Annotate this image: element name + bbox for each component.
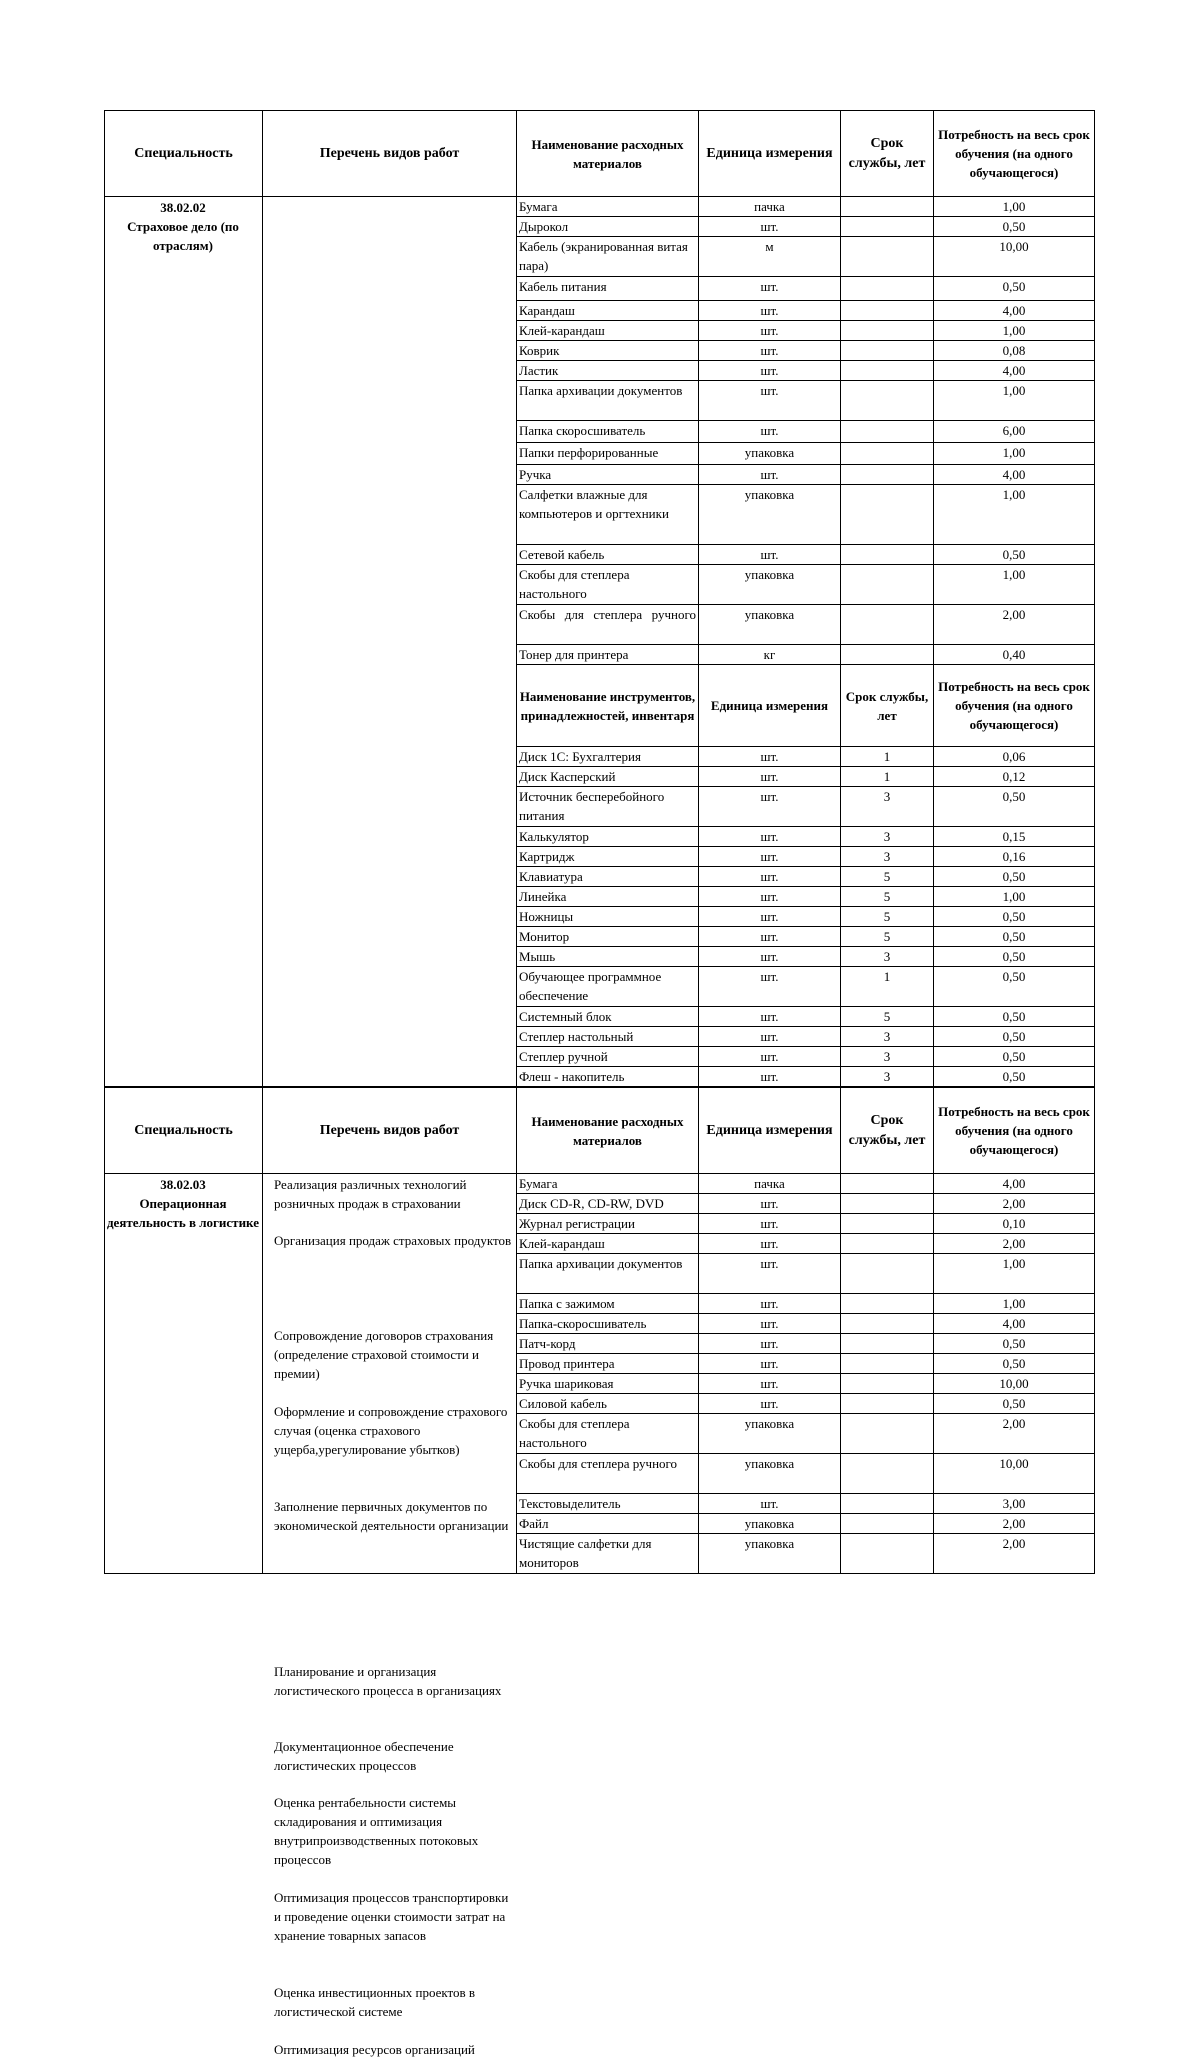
material-name: Скобы для степлера настольного bbox=[517, 1414, 699, 1454]
header-works: Перечень видов работ bbox=[263, 111, 517, 197]
material-name: Чистящие салфетки для мониторов bbox=[517, 1534, 699, 1574]
tool-life: 5 bbox=[841, 867, 934, 887]
material-life bbox=[841, 1234, 934, 1254]
material-name: Бумага bbox=[517, 1174, 699, 1194]
tool-need: 0,50 bbox=[934, 947, 1095, 967]
material-unit: шт. bbox=[699, 1254, 841, 1294]
tool-name: Мышь bbox=[517, 947, 699, 967]
material-name: Папка скоросшиватель bbox=[517, 421, 699, 443]
tools-header-need: Потребность на весь срок обучения (на одного обучающегося) bbox=[934, 665, 1095, 747]
material-name: Салфетки влажные для компьютеров и оргтехники bbox=[517, 485, 699, 545]
material-need: 2,00 bbox=[934, 1514, 1095, 1534]
tool-life: 3 bbox=[841, 787, 934, 827]
tool-need: 0,50 bbox=[934, 927, 1095, 947]
material-life bbox=[841, 1414, 934, 1454]
tools-header-life: Срок службы, лет bbox=[841, 665, 934, 747]
tool-life: 3 bbox=[841, 1067, 934, 1087]
tool-unit: шт. bbox=[699, 867, 841, 887]
material-need: 2,00 bbox=[934, 1194, 1095, 1214]
material-life bbox=[841, 1534, 934, 1574]
material-life bbox=[841, 1194, 934, 1214]
material-need: 10,00 bbox=[934, 1374, 1095, 1394]
specialty-column bbox=[105, 1174, 263, 1574]
tool-unit: шт. bbox=[699, 1067, 841, 1087]
material-life bbox=[841, 1214, 934, 1234]
material-life bbox=[841, 1314, 934, 1334]
tool-name: Диск 1С: Бухгалтерия bbox=[517, 747, 699, 767]
material-need: 2,00 bbox=[934, 1414, 1095, 1454]
material-unit: шт. bbox=[699, 361, 841, 381]
material-life bbox=[841, 1294, 934, 1314]
material-unit: шт. bbox=[699, 545, 841, 565]
material-name: Ластик bbox=[517, 361, 699, 381]
tool-unit: шт. bbox=[699, 947, 841, 967]
specialty-code: 38.02.02 bbox=[160, 200, 206, 215]
material-unit: упаковка bbox=[699, 565, 841, 605]
tool-name: Диск Касперский bbox=[517, 767, 699, 787]
material-need: 4,00 bbox=[934, 361, 1095, 381]
material-life bbox=[841, 545, 934, 565]
material-unit: упаковка bbox=[699, 605, 841, 645]
header-need: Потребность на весь срок обучения (на одного обучающегося) bbox=[934, 1088, 1095, 1174]
material-unit: шт. bbox=[699, 1214, 841, 1234]
material-life bbox=[841, 321, 934, 341]
tool-life: 5 bbox=[841, 907, 934, 927]
material-unit: шт. bbox=[699, 1234, 841, 1254]
material-name: Журнал регистрации bbox=[517, 1214, 699, 1234]
material-need: 1,00 bbox=[934, 197, 1095, 217]
tool-name: Клавиатура bbox=[517, 867, 699, 887]
header-life: Срок службы, лет bbox=[841, 1088, 934, 1174]
material-unit: шт. bbox=[699, 1314, 841, 1334]
material-need: 1,00 bbox=[934, 1294, 1095, 1314]
material-unit: шт. bbox=[699, 341, 841, 361]
material-need: 0,50 bbox=[934, 1394, 1095, 1414]
material-need: 4,00 bbox=[934, 1174, 1095, 1194]
material-name: Текстовыделитель bbox=[517, 1494, 699, 1514]
tool-name: Обучающее программное обеспечение bbox=[517, 967, 699, 1007]
material-life bbox=[841, 277, 934, 301]
material-life bbox=[841, 1454, 934, 1494]
material-unit: упаковка bbox=[699, 1514, 841, 1534]
work-item: Организация продаж страховых продуктов bbox=[274, 1233, 512, 1248]
tools-header-unit: Единица измерения bbox=[699, 665, 841, 747]
tool-need: 0,50 bbox=[934, 1007, 1095, 1027]
material-unit: шт. bbox=[699, 1354, 841, 1374]
section-38-02-03 bbox=[104, 1087, 1094, 2057]
tool-need: 0,16 bbox=[934, 847, 1095, 867]
tool-unit: шт. bbox=[699, 847, 841, 867]
material-name: Дырокол bbox=[517, 217, 699, 237]
material-unit: шт. bbox=[699, 277, 841, 301]
material-life bbox=[841, 361, 934, 381]
material-name: Кабель (экранированная витая пара) bbox=[517, 237, 699, 277]
material-name: Сетевой кабель bbox=[517, 545, 699, 565]
material-life bbox=[841, 485, 934, 545]
materials-table-2 bbox=[104, 1087, 1095, 1574]
material-name: Карандаш bbox=[517, 301, 699, 321]
tool-need: 0,15 bbox=[934, 827, 1095, 847]
tool-unit: шт. bbox=[699, 907, 841, 927]
work-item: Оформление и сопровождение страхового случая (оценка страхового ущерба,урегулирование убытков) bbox=[274, 1404, 508, 1457]
material-name: Коврик bbox=[517, 341, 699, 361]
tool-need: 0,50 bbox=[934, 967, 1095, 1007]
specialty-cell-1 bbox=[104, 198, 262, 255]
material-name: Провод принтера bbox=[517, 1354, 699, 1374]
document-page bbox=[104, 110, 1094, 2057]
material-life bbox=[841, 421, 934, 443]
material-name: Файл bbox=[517, 1514, 699, 1534]
material-unit: шт. bbox=[699, 1294, 841, 1314]
tool-name: Калькулятор bbox=[517, 827, 699, 847]
material-life bbox=[841, 605, 934, 645]
material-unit: упаковка bbox=[699, 1534, 841, 1574]
material-need: 1,00 bbox=[934, 1254, 1095, 1294]
material-need: 0,08 bbox=[934, 341, 1095, 361]
material-unit: шт. bbox=[699, 1334, 841, 1354]
material-need: 4,00 bbox=[934, 465, 1095, 485]
material-name: Скобы для степлера ручного bbox=[517, 605, 699, 645]
specialty-title: Страховое дело (по отраслям) bbox=[127, 219, 239, 253]
works-column bbox=[263, 197, 517, 1087]
material-need: 1,00 bbox=[934, 443, 1095, 465]
material-life bbox=[841, 237, 934, 277]
tool-life: 1 bbox=[841, 747, 934, 767]
material-unit: шт. bbox=[699, 1394, 841, 1414]
tool-life: 3 bbox=[841, 827, 934, 847]
tool-name: Флеш - накопитель bbox=[517, 1067, 699, 1087]
materials-table-1 bbox=[104, 110, 1095, 1087]
material-need: 1,00 bbox=[934, 565, 1095, 605]
material-need: 0,50 bbox=[934, 277, 1095, 301]
tool-name: Ножницы bbox=[517, 907, 699, 927]
tool-name: Степлер настольный bbox=[517, 1027, 699, 1047]
tool-life: 5 bbox=[841, 1007, 934, 1027]
specialty-cell-2 bbox=[104, 1175, 262, 1232]
material-unit: кг bbox=[699, 645, 841, 665]
material-need: 10,00 bbox=[934, 237, 1095, 277]
tool-name: Монитор bbox=[517, 927, 699, 947]
material-need: 2,00 bbox=[934, 1234, 1095, 1254]
tool-life: 1 bbox=[841, 967, 934, 1007]
material-need: 1,00 bbox=[934, 485, 1095, 545]
work-item: Оптимизация ресурсов организаций bbox=[274, 2042, 475, 2057]
header-works: Перечень видов работ bbox=[263, 1088, 517, 1174]
material-need: 6,00 bbox=[934, 421, 1095, 443]
tool-need: 0,50 bbox=[934, 1027, 1095, 1047]
material-life bbox=[841, 1254, 934, 1294]
material-life bbox=[841, 381, 934, 421]
tool-life: 1 bbox=[841, 767, 934, 787]
material-name: Папка архивации документов bbox=[517, 1254, 699, 1294]
material-name: Папка-скоросшиватель bbox=[517, 1314, 699, 1334]
header-specialty: Специальность bbox=[105, 1088, 263, 1174]
tool-unit: шт. bbox=[699, 767, 841, 787]
tool-need: 1,00 bbox=[934, 887, 1095, 907]
tool-life: 5 bbox=[841, 927, 934, 947]
specialty-column bbox=[105, 197, 263, 1087]
material-life bbox=[841, 1174, 934, 1194]
material-unit: шт. bbox=[699, 465, 841, 485]
tool-name: Системный блок bbox=[517, 1007, 699, 1027]
header-unit: Единица измерения bbox=[699, 111, 841, 197]
tool-unit: шт. bbox=[699, 927, 841, 947]
tool-need: 0,50 bbox=[934, 867, 1095, 887]
material-need: 0,10 bbox=[934, 1214, 1095, 1234]
material-name: Ручка шариковая bbox=[517, 1374, 699, 1394]
tool-life: 3 bbox=[841, 1027, 934, 1047]
material-need: 1,00 bbox=[934, 321, 1095, 341]
tool-life: 3 bbox=[841, 1047, 934, 1067]
tool-name: Степлер ручной bbox=[517, 1047, 699, 1067]
material-unit: упаковка bbox=[699, 1414, 841, 1454]
material-name: Скобы для степлера настольного bbox=[517, 565, 699, 605]
tool-unit: шт. bbox=[699, 967, 841, 1007]
tool-unit: шт. bbox=[699, 1047, 841, 1067]
material-life bbox=[841, 217, 934, 237]
material-unit: шт. bbox=[699, 321, 841, 341]
work-item: Планирование и организация логистического процесса в организациях bbox=[274, 1664, 502, 1698]
material-name: Диск CD-R, CD-RW, DVD bbox=[517, 1194, 699, 1214]
header-consumables: Наименование расходных материалов bbox=[517, 1088, 699, 1174]
specialty-title: Операционная деятельность в логистике bbox=[106, 1196, 259, 1230]
material-name: Скобы для степлера ручного bbox=[517, 1454, 699, 1494]
material-name: Папка с зажимом bbox=[517, 1294, 699, 1314]
tool-unit: шт. bbox=[699, 747, 841, 767]
works-column bbox=[263, 1174, 517, 1574]
tool-name: Источник бесперебойного питания bbox=[517, 787, 699, 827]
tool-life: 5 bbox=[841, 887, 934, 907]
tool-unit: шт. bbox=[699, 787, 841, 827]
tool-need: 0,06 bbox=[934, 747, 1095, 767]
header-life: Срок службы, лет bbox=[841, 111, 934, 197]
material-life bbox=[841, 1394, 934, 1414]
tool-need: 0,12 bbox=[934, 767, 1095, 787]
work-item: Заполнение первичных документов по экономической деятельности организации bbox=[274, 1499, 509, 1533]
specialty-code: 38.02.03 bbox=[160, 1177, 206, 1192]
work-item: Оценка инвестиционных проектов в логистической системе bbox=[274, 1985, 476, 2019]
material-unit: шт. bbox=[699, 1194, 841, 1214]
material-name: Клей-карандаш bbox=[517, 321, 699, 341]
tool-need: 0,50 bbox=[934, 907, 1095, 927]
material-unit: шт. bbox=[699, 217, 841, 237]
material-life bbox=[841, 1514, 934, 1534]
material-life bbox=[841, 443, 934, 465]
material-need: 4,00 bbox=[934, 1314, 1095, 1334]
material-name: Ручка bbox=[517, 465, 699, 485]
material-life bbox=[841, 1354, 934, 1374]
material-life bbox=[841, 1374, 934, 1394]
material-name: Силовой кабель bbox=[517, 1394, 699, 1414]
header-row bbox=[105, 111, 1095, 197]
material-unit: шт. bbox=[699, 1494, 841, 1514]
material-life bbox=[841, 197, 934, 217]
material-name: Бумага bbox=[517, 197, 699, 217]
material-need: 0,50 bbox=[934, 217, 1095, 237]
material-life bbox=[841, 1334, 934, 1354]
material-life bbox=[841, 465, 934, 485]
material-unit: упаковка bbox=[699, 485, 841, 545]
material-need: 1,00 bbox=[934, 381, 1095, 421]
material-name: Папки перфорированные bbox=[517, 443, 699, 465]
material-unit: пачка bbox=[699, 197, 841, 217]
material-need: 0,50 bbox=[934, 1334, 1095, 1354]
material-name: Кабель питания bbox=[517, 277, 699, 301]
tool-name: Линейка bbox=[517, 887, 699, 907]
header-row bbox=[105, 1088, 1095, 1174]
material-need: 2,00 bbox=[934, 1534, 1095, 1574]
material-unit: упаковка bbox=[699, 1454, 841, 1494]
tool-unit: шт. bbox=[699, 1027, 841, 1047]
material-name: Тонер для принтера bbox=[517, 645, 699, 665]
material-need: 0,50 bbox=[934, 545, 1095, 565]
tool-unit: шт. bbox=[699, 1007, 841, 1027]
material-need: 0,40 bbox=[934, 645, 1095, 665]
tool-life: 3 bbox=[841, 947, 934, 967]
material-unit: шт. bbox=[699, 421, 841, 443]
material-name: Патч-корд bbox=[517, 1334, 699, 1354]
material-unit: упаковка bbox=[699, 443, 841, 465]
header-unit: Единица измерения bbox=[699, 1088, 841, 1174]
header-specialty: Специальность bbox=[105, 111, 263, 197]
material-unit: шт. bbox=[699, 381, 841, 421]
material-unit: шт. bbox=[699, 1374, 841, 1394]
tool-need: 0,50 bbox=[934, 1047, 1095, 1067]
tool-life: 3 bbox=[841, 847, 934, 867]
tools-header-name: Наименование инструментов, принадлежностей, инвентаря bbox=[517, 665, 699, 747]
material-life bbox=[841, 565, 934, 605]
material-unit: пачка bbox=[699, 1174, 841, 1194]
material-need: 4,00 bbox=[934, 301, 1095, 321]
work-item: Оценка рентабельности системы складирования и оптимизация внутрипроизводственных потоковых процессов bbox=[274, 1795, 479, 1867]
work-item: Сопровождение договоров страхования (определение страховой стоимости и премии) bbox=[274, 1328, 494, 1381]
work-item: Реализация различных технологий розничных продаж в страховании bbox=[274, 1177, 467, 1211]
material-life bbox=[841, 341, 934, 361]
header-consumables: Наименование расходных материалов bbox=[517, 111, 699, 197]
material-need: 0,50 bbox=[934, 1354, 1095, 1374]
material-need: 3,00 bbox=[934, 1494, 1095, 1514]
material-unit: шт. bbox=[699, 301, 841, 321]
work-item: Документационное обеспечение логистических процессов bbox=[274, 1739, 454, 1773]
tool-need: 0,50 bbox=[934, 1067, 1095, 1087]
tool-need: 0,50 bbox=[934, 787, 1095, 827]
material-need: 2,00 bbox=[934, 605, 1095, 645]
material-name: Клей-карандаш bbox=[517, 1234, 699, 1254]
material-need: 10,00 bbox=[934, 1454, 1095, 1494]
material-name: Папка архивации документов bbox=[517, 381, 699, 421]
work-item: Оптимизация процессов транспортировки и проведение оценки стоимости затрат на хранение товарных запасов bbox=[274, 1890, 509, 1943]
material-unit: м bbox=[699, 237, 841, 277]
header-need: Потребность на весь срок обучения (на одного обучающегося) bbox=[934, 111, 1095, 197]
tool-name: Картридж bbox=[517, 847, 699, 867]
tool-unit: шт. bbox=[699, 827, 841, 847]
material-life bbox=[841, 301, 934, 321]
material-life bbox=[841, 1494, 934, 1514]
material-life bbox=[841, 645, 934, 665]
tool-unit: шт. bbox=[699, 887, 841, 907]
